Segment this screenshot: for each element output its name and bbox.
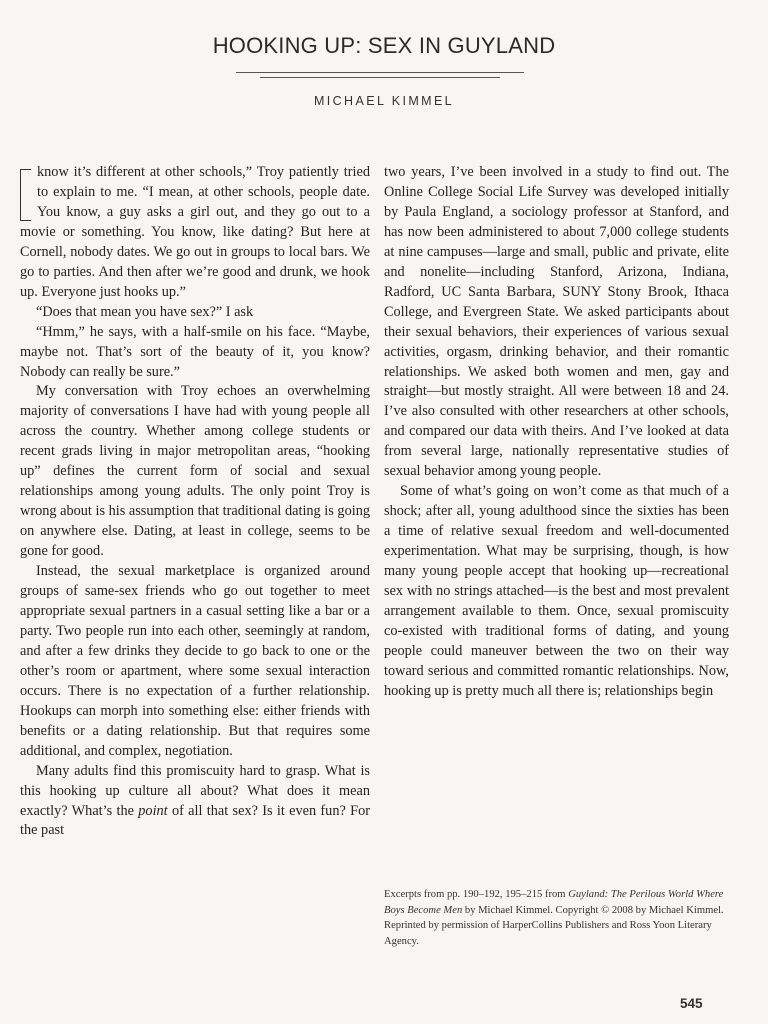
paragraph-text: of all that sex? Is it even fun? For the past [20,802,370,839]
paragraph: Instead, the sexual marketplace is organized around groups of same-sex friends who go out together to meet appropriate sexual partners in a casual setting like a bar or a party. Two people run into each other, seemingly at random, and after a few drinks they decide to go back to one or the other’s room or apartment, where some sexual interaction occurs. There is no expectation of a further relationship. Hookups can morph into something else: either friends with benefits or a dating relationship. But that requires some additional, and complex, negotiation. [20,563,370,759]
drop-cap-bracket [20,169,31,221]
paragraph [20,762,370,842]
article-title: HOOKING UP: SEX IN GUYLAND [212,33,556,58]
paragraph: Some of what’s going on won’t come as that much of a shock; after all, young adulthood since the sixties has been a time of relative sexual freedom and well-documented experimentation. What may be surprising, though, is how many young people accept that hooking up—recreational sex with no strings attached—is the best and most prevalent arrangement available to them. Once, sexual promiscuity co-existed with traditional forms of dating, and young people could maneuver between the two on their way toward serious and committed romantic relationships. Now, hooking up is pretty much all there is; relationships begin [384,483,729,699]
paragraph: “Hmm,” he says, with a half-smile on his face. “Maybe, maybe not. That’s sort of the beauty of it, you know? Nobody can really be sure.” [20,323,370,380]
source-footnote [384,887,724,949]
title-rule-top [236,72,524,73]
title-rule-bottom [260,77,500,78]
paragraph: My conversation with Troy echoes an overwhelming majority of conversations I have had with young people all across the country. Whether among college students or recent grads living in major metropolitan areas, “hooking up” defines the current form of social and sexual relationships among young adults. The only point Troy is wrong about is his assumption that traditional dating is going on anywhere else. Dating, at least in college, seems to be gone for good. [20,383,370,560]
page-number: 545 [680,996,703,1011]
left-column [20,163,370,841]
emphasis-text: point [138,802,168,819]
footnote-prefix: Excerpts from pp. 190–192, 195–215 from [384,889,569,900]
paragraph-opening-text: know it’s different at other schools,” Troy patiently tried to explain to me. “I mean, at other schools, people date. You know, a guy asks a girl out, and they go out to a movie or something. You know, like dating? But here at Cornell, nobody dates. We go out in groups to local bars. We go to parties. And then after we’re good and drunk, we hook up. Everyone just hooks up.” [20,164,370,300]
paragraph-text: Many adults find this promiscuity hard to grasp. What is this hooking up culture all about? What does it mean exactly? What’s the [20,762,370,819]
article-author: MICHAEL KIMMEL [313,94,455,108]
paragraph-opening [20,163,370,303]
paragraph: “Does that mean you have sex?” I ask [36,303,254,320]
right-column [384,163,729,702]
paragraph: two years, I’ve been involved in a study to find out. The Online College Social Life Survey was developed initially by Paula England, a sociology professor at Stanford, and has now been administered to about 7,000 college students at nine campuses—large and small, public and private, elite and nonelite—including Stanford, Arizona, Indiana, Radford, UC Santa Barbara, SUNY Stony Brook, Ithaca College, and Evergreen State. We asked participants about their sexual behaviors, their experiences of various sexual activities, orgasm, drinking behavior, and their romantic relationships. We asked both women and men, gay and straight—but mostly straight. All were between 18 and 24. I’ve also consulted with other researchers at other schools, and compared our data with theirs. And I’ve looked at data from several large, nationally representative studies of sexual behavior among young people. [384,164,729,480]
footnote-book-title: Guyland: The Perilous World Where Boys Become Men [384,889,724,916]
footnote-suffix: by Michael Kimmel. Copyright © 2008 by Michael Kimmel. Reprinted by permission of HarperCollins Publishers and Ross Yoon Literary Agency. [384,904,724,947]
